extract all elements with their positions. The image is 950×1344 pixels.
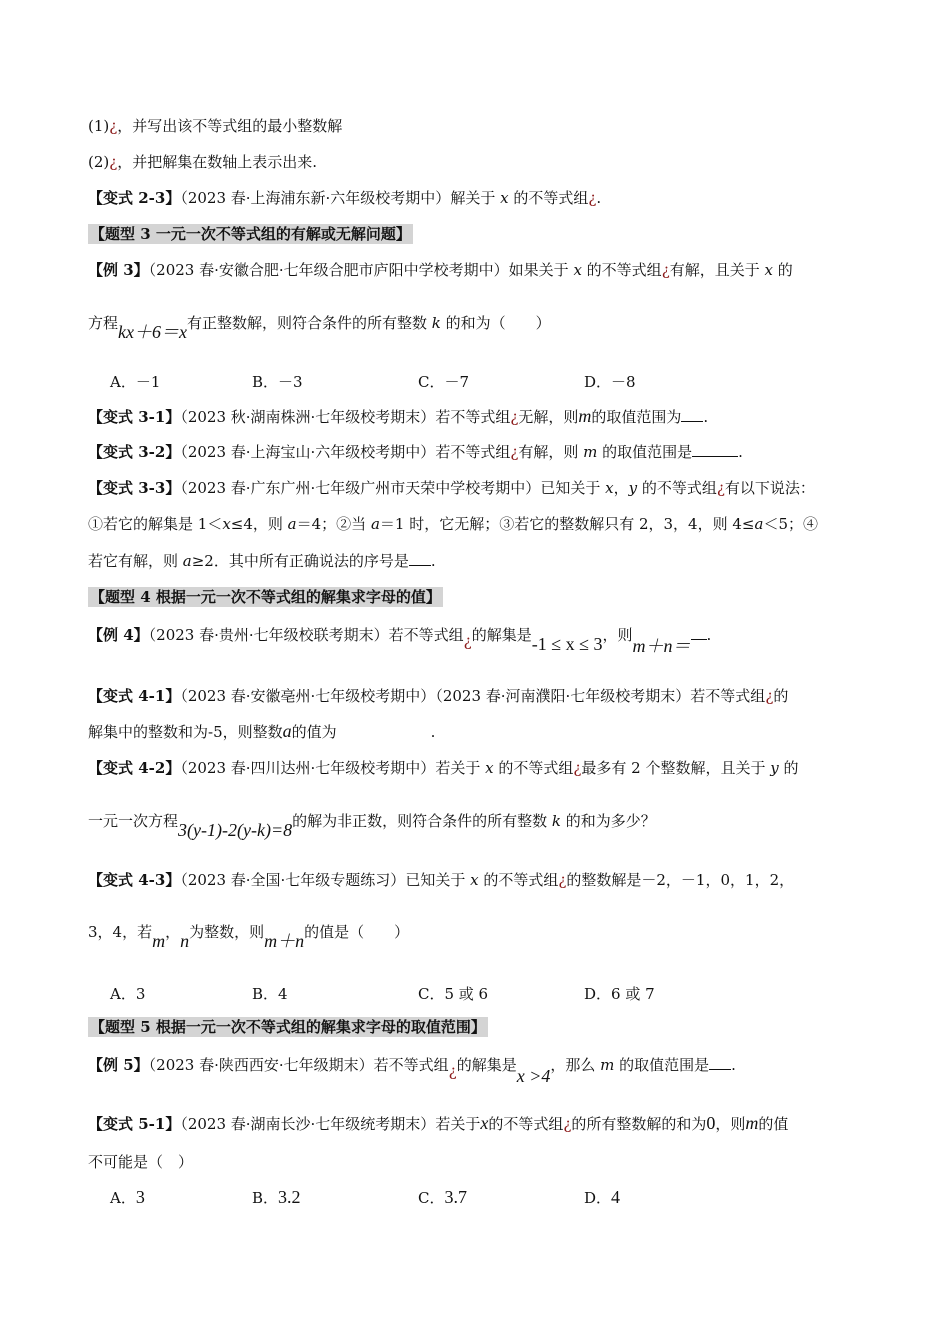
section-heading-3: 【题型 3 一元一次不等式组的有解或无解问题】	[90, 225, 411, 243]
variant-5-1-line-2: 不可能是（ ）	[88, 1153, 194, 1171]
answer-blank[interactable]	[709, 1055, 731, 1070]
equation: kx＋6＝x	[118, 322, 187, 342]
option-d[interactable]: D．6 或 7	[584, 985, 655, 1003]
variant-3-1: 【变式 3-1】（2023 秋·湖南株洲·七年级校考期末）若不等式组¿无解，则m的取值范围为 .	[88, 406, 709, 426]
option-a[interactable]: A．3	[110, 985, 146, 1003]
variant-5-1-line-1: 【变式 5-1】（2023 春·湖南长沙·七年级统考期末）若关于x的不等式组¿的所有整数解的和为0，则m的值	[88, 1113, 789, 1133]
solution-set: -1 ≤ x ≤ 3	[531, 634, 603, 654]
inequality-placeholder: ¿	[109, 153, 118, 171]
variant-4-1-line-2: 解集中的整数和为-5，则整数a的值为 .	[88, 721, 436, 741]
option-a[interactable]: A．3	[110, 1187, 145, 1207]
subquestion-2: (2)¿，并把解集在数轴上表示出来.	[88, 153, 318, 171]
variant-3-2: 【变式 3-2】（2023 春·上海宝山·六年级校考期中）若不等式组¿有解，则 m 的取值范围是 .	[88, 443, 743, 461]
variant-4-3-line-2: 3，4，若m，n为整数，则m＋n的值是（ ）	[88, 923, 410, 951]
answer-blank[interactable]	[692, 442, 738, 457]
option-c[interactable]: C．5 或 6	[418, 985, 489, 1003]
variant-2-3: 【变式 2-3】（2023 春·上海浦东新·六年级校考期中）解关于 x 的不等式组¿.	[88, 189, 602, 207]
option-c[interactable]: C．－7	[418, 373, 470, 391]
variant-4-3-line-1: 【变式 4-3】（2023 春·全国·七年级专题练习）已知关于 x 的不等式组¿的整数解是－2，－1，0，1，2，	[88, 871, 795, 889]
variant-3-3-line-3: 若它有解，则 a≥2．其中所有正确说法的序号是 .	[88, 552, 436, 570]
option-d[interactable]: D．4	[584, 1187, 621, 1207]
option-b[interactable]: B．－3	[252, 373, 303, 391]
variant-3-3-line-2: ①若它的解集是 1＜x≤4，则 a＝4；②当 a＝1 时，它无解；③若它的整数解只有 2，3，4，则 4≤a＜5；④	[88, 515, 818, 533]
option-a[interactable]: A．－1	[110, 373, 161, 391]
answer-blank[interactable]	[691, 625, 707, 640]
option-c[interactable]: C．3.7	[418, 1187, 467, 1207]
inequality-placeholder: ¿	[109, 117, 118, 135]
example-4: 【例 4】（2023 春·贵州·七年级校联考期末）若不等式组¿的解集是-1 ≤ x ≤ 3，则m＋n＝.	[88, 626, 712, 656]
solution-set: x >4	[516, 1066, 551, 1086]
variant-4-1-line-1: 【变式 4-1】（2023 春·安徽亳州·七年级校考期中）（2023 春·河南濮阳·七年级校考期末）若不等式组¿的	[88, 687, 789, 705]
example-5: 【例 5】（2023 春·陕西西安·七年级期末）若不等式组¿的解集是x >4，那么 m 的取值范围是 .	[88, 1056, 736, 1086]
option-d[interactable]: D．－8	[584, 373, 636, 391]
option-b[interactable]: B．3.2	[252, 1187, 301, 1207]
example-3-line-1: 【例 3】（2023 春·安徽合肥·七年级合肥市庐阳中学校考期中）如果关于 x 的不等式组¿有解，且关于 x 的	[88, 261, 793, 279]
variant-3-3-line-1: 【变式 3-3】（2023 春·广东广州·七年级广州市天荣中学校考期中）已知关于 x，y 的不等式组¿有以下说法：	[88, 479, 815, 497]
answer-blank[interactable]	[409, 551, 431, 566]
example-3-line-2: 方程kx＋6＝x有正整数解，则符合条件的所有整数 k 的和为（ ）	[88, 314, 551, 342]
section-heading-4: 【题型 4 根据一元一次不等式组的解集求字母的值】	[90, 588, 441, 606]
section-heading-5: 【题型 5 根据一元一次不等式组的解集求字母的取值范围】	[90, 1018, 486, 1036]
option-b[interactable]: B．4	[252, 985, 288, 1003]
answer-blank[interactable]	[681, 407, 703, 422]
variant-4-2-line-2: 一元一次方程3(y-1)-2(y-k)=8的解为非正数，则符合条件的所有整数 k 的和为多少？	[88, 812, 656, 840]
variant-4-2-line-1: 【变式 4-2】（2023 春·四川达州·七年级校考期中）若关于 x 的不等式组¿最多有 2 个整数解，且关于 y 的	[88, 759, 799, 777]
subquestion-1: (1)¿，并写出该不等式组的最小整数解	[88, 117, 343, 135]
equation: 3(y-1)-2(y-k)=8	[178, 820, 293, 840]
